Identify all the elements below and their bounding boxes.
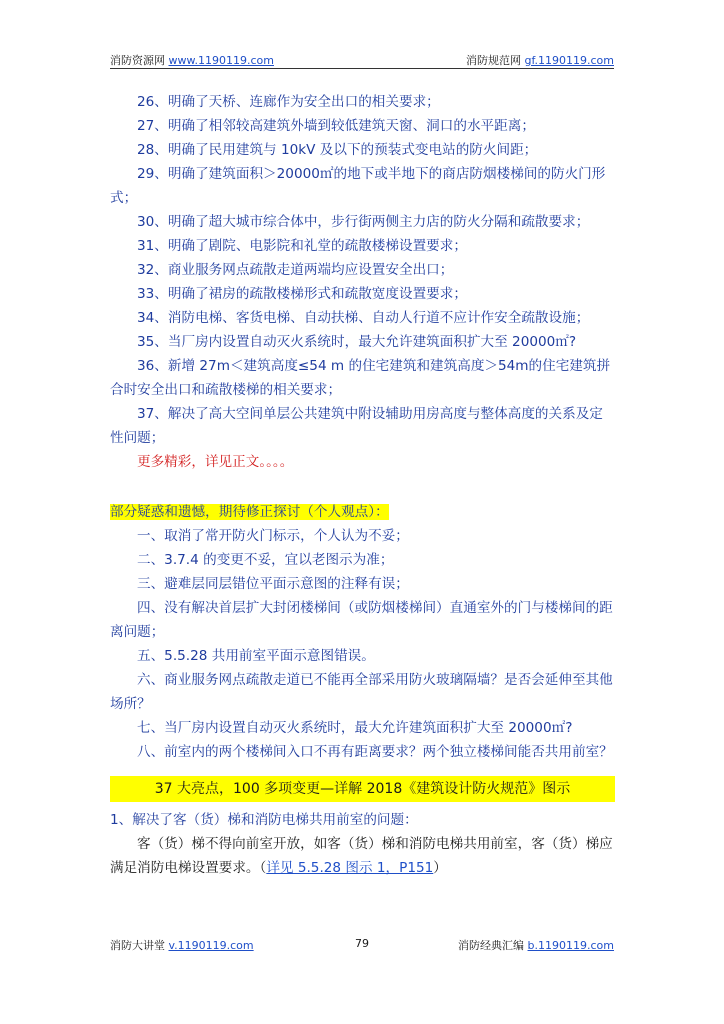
list-item: 30、明确了超大城市综合体中，步行街两侧主力店的防火分隔和疏散要求； <box>137 214 590 230</box>
list-item: 32、商业服务网点疏散走道两端均应设置安全出口； <box>137 262 454 278</box>
list-item: 26、明确了天桥、连廊作为安全出口的相关要求； <box>137 94 440 110</box>
page-content <box>110 90 615 880</box>
footer-left-text: 消防大讲堂 <box>110 939 165 952</box>
header-right-text: 消防规范网 <box>465 54 521 67</box>
footer-left-link[interactable]: v.1190119.com <box>168 939 254 952</box>
doubt-item: 八、前室内的两个楼梯间入口不再有距离要求？两个独立楼梯间能否共用前室？ <box>137 744 613 760</box>
footer-right <box>458 937 614 953</box>
section-body-end: ） <box>433 860 447 876</box>
section-body-text: 客（货）梯不得向前室开放，如客（货）梯和消防电梯共用前室，客（货）梯应满足消防电梯设置要求。（ <box>110 836 613 876</box>
doubt-item: 五、5.5.28 共用前室平面示意图错误。 <box>137 648 375 664</box>
doubt-item: 六、商业服务网点疏散走道已不能再全部采用防火玻璃隔墙？是否会延伸至其他场所？ <box>110 672 613 712</box>
more-link: 更多精彩，详见正文。。。。 <box>137 454 294 470</box>
header-right <box>466 52 614 68</box>
section-ref-link[interactable]: 详见 5.5.28 图示 1，P151 <box>266 860 434 876</box>
doubts-heading: 部分疑惑和遗憾，期待修正探讨（个人观点）： <box>110 504 389 520</box>
doubt-item: 一、取消了常开防火门标示，个人认为不妥； <box>137 528 409 544</box>
doubt-item: 三、避难层同层错位平面示意图的注释有误； <box>137 576 409 592</box>
list-item: 27、明确了相邻较高建筑外墙到较低建筑天窗、洞口的水平距离； <box>137 118 535 134</box>
header-left-text: 消防资源网 <box>110 54 165 67</box>
page-number: 79 <box>355 937 369 950</box>
header-left <box>110 52 274 68</box>
section-title: 1、解决了客（货）梯和消防电梯共用前室的问题： <box>110 812 418 828</box>
list-item: 29、明确了建筑面积＞20000㎡的地下或半地下的商店防烟楼梯间的防火门形式； <box>110 166 606 206</box>
list-item: 35、当厂房内设置自动灭火系统时，最大允许建筑面积扩大至 20000㎡? <box>137 334 577 350</box>
list-item: 33、明确了裙房的疏散楼梯形式和疏散宽度设置要求； <box>137 286 467 302</box>
doubt-item: 七、当厂房内设置自动灭火系统时，最大允许建筑面积扩大至 20000㎡? <box>137 720 573 736</box>
footer-right-link[interactable]: b.1190119.com <box>527 939 614 952</box>
list-item: 36、新增 27m＜建筑高度≤54 m 的住宅建筑和建筑高度＞54m的住宅建筑拼合时安全出口和疏散楼梯的相关要求； <box>110 358 611 398</box>
header-left-link[interactable]: www.1190119.com <box>168 54 274 67</box>
list-item: 34、消防电梯、客货电梯、自动扶梯、自动人行道不应计作安全疏散设施； <box>137 310 590 326</box>
page-footer <box>110 937 614 953</box>
footer-right-text: 消防经典汇编 <box>458 939 525 952</box>
list-item: 31、明确了剧院、电影院和礼堂的疏散楼梯设置要求； <box>137 238 467 254</box>
page-header <box>110 52 614 69</box>
list-item: 37、解决了高大空间单层公共建筑中附设辅助用房高度与整体高度的关系及定性问题； <box>110 406 603 446</box>
doubt-item: 二、3.7.4 的变更不妥，宜以老图示为准； <box>137 552 394 568</box>
section-body <box>110 832 615 880</box>
section-banner: 37 大亮点，100 多项变更—详解 2018《建筑设计防火规范》图示 <box>110 776 615 802</box>
list-item: 28、明确了民用建筑与 10kV 及以下的预装式变电站的防火间距； <box>137 142 538 158</box>
doubt-item: 四、没有解决首层扩大封闭楼梯间（或防烟楼梯间）直通室外的门与楼梯间的距离问题； <box>110 600 613 640</box>
doubts-heading-row <box>110 500 615 524</box>
header-right-link[interactable]: gf.1190119.com <box>524 54 614 67</box>
